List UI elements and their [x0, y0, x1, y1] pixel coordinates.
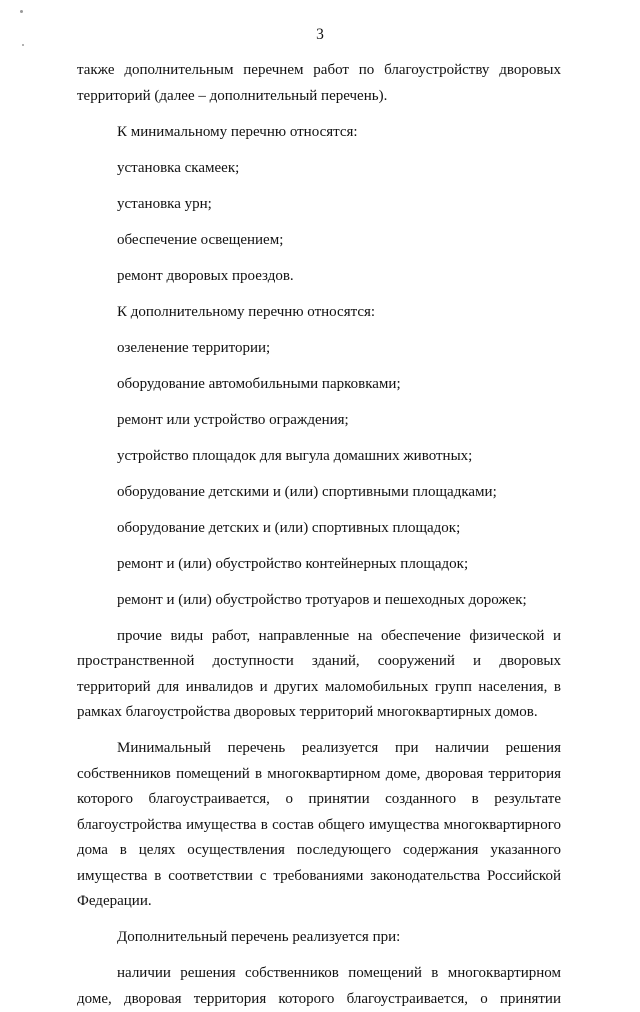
- paragraph-owners-decision: наличии решения собственников помещений в многоквартирном доме, дворовая территория которого благоустраивается, о принятии: [77, 965, 561, 1007]
- paragraph-additional-list-heading: К дополнительному перечню относятся:: [117, 303, 376, 320]
- list-item-driveways: ремонт дворовых проездов.: [117, 267, 294, 284]
- document-body: [77, 58, 561, 1012]
- paragraph-additional-conditions-heading: Дополнительный перечень реализуется при:: [117, 929, 401, 945]
- list-item-playgrounds: оборудование детских и (или) спортивных площадок;: [117, 519, 461, 536]
- list-item-urns: установка урн;: [117, 195, 212, 212]
- paragraph-intro-continuation: также дополнительным перечнем работ по благоустройству дворовых территорий (далее – дополнительный перечень).: [77, 62, 561, 104]
- list-item-sidewalks: ремонт и (или) обустройство тротуаров и пешеходных дорожек;: [117, 591, 527, 608]
- list-item-landscaping: озеленение территории;: [117, 339, 271, 356]
- list-item-container-areas: ремонт и (или) обустройство контейнерных площадок;: [117, 555, 469, 572]
- list-item-lighting: обеспечение освещением;: [117, 231, 284, 248]
- paragraph-accessibility-works: прочие виды работ, направленные на обеспечение физической и пространственной доступности зданий, сооружений и дворовых территорий для инвалидов и других маломобильных групп населения, в рамках благоустройства дворовых территорий многоквартирных домов.: [77, 627, 561, 720]
- list-item-benches: установка скамеек;: [117, 159, 240, 176]
- list-item-parking: оборудование автомобильными парковками;: [117, 375, 401, 392]
- list-item-playgrounds-equipment: оборудование детскими и (или) спортивными площадками;: [117, 483, 497, 500]
- paragraph-minimal-conditions: Минимальный перечень реализуется при наличии решения собственников помещений в многоквартирном доме, дворовая территория которого благоустраивается, о принятии созданного в результате благоустройства имущества в состав общего имущества многоквартирного дома в целях осуществления последующего содержания указанного имущества в соответствии с требованиями законодательства Российской Федерации.: [77, 740, 561, 909]
- scan-speck: [22, 44, 24, 46]
- paragraph-minimal-list-heading: К минимальному перечню относятся:: [117, 123, 358, 140]
- page-number: 3: [316, 26, 324, 43]
- list-item-pet-areas: устройство площадок для выгула домашних животных;: [117, 447, 473, 464]
- list-item-fencing: ремонт или устройство ограждения;: [117, 411, 349, 428]
- scan-speck: [20, 10, 23, 13]
